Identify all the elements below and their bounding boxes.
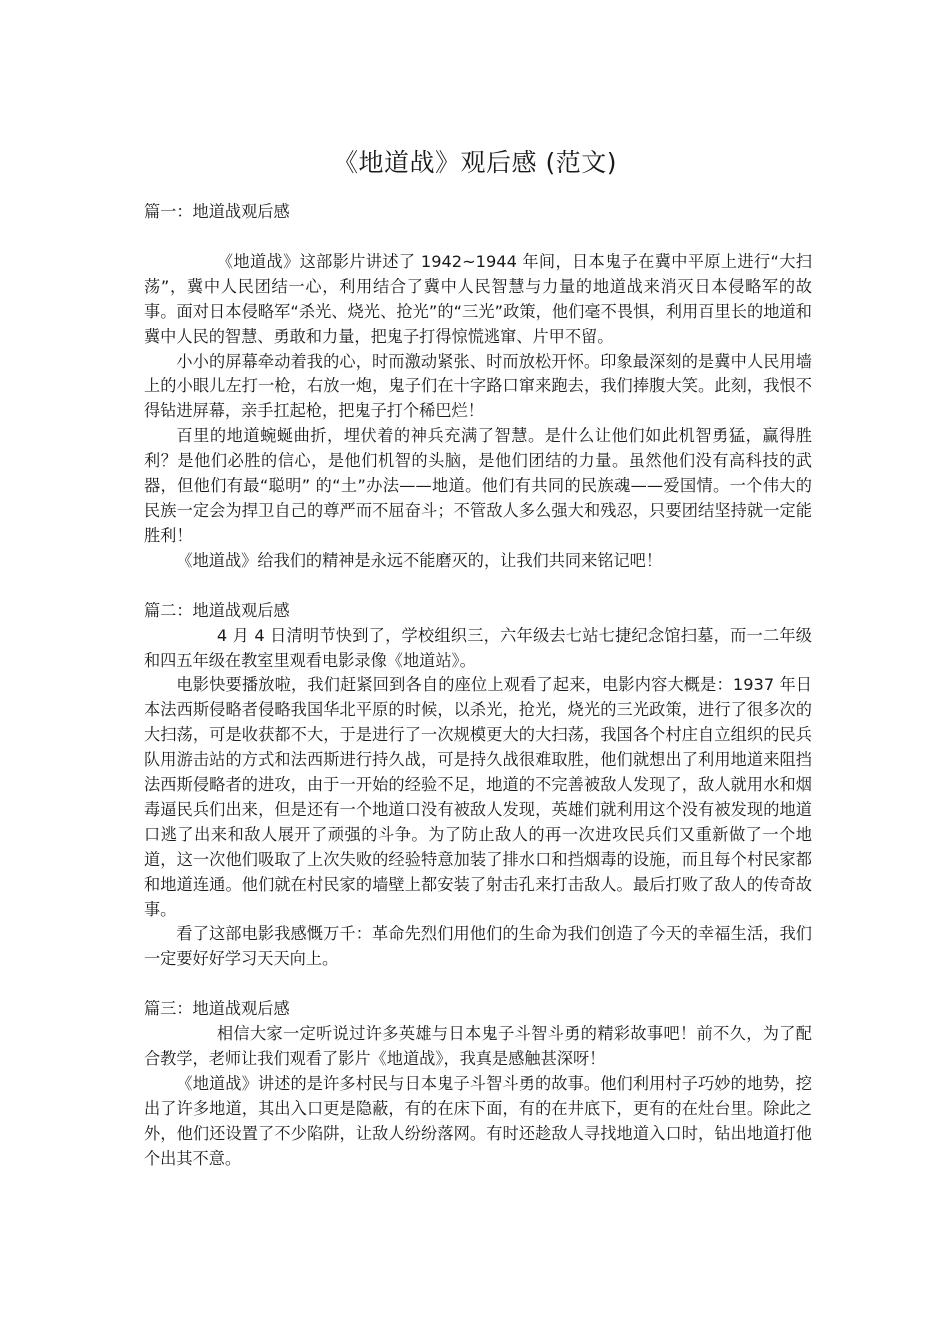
section-heading-2: 篇二：地道战观后感 (144, 600, 290, 620)
paragraph: 百里的地道蜿蜒曲折，埋伏着的神兵充满了智慧。是什么让他们如此机智勇猛，赢得胜利？是他们必胜的信心，是他们机智的头脑，是他们团结的力量。虽然他们没有高科技的武器，但他们有最“聪明” 的“土”办法——地道。他们有共同的民族魂——爱国情。一个伟大的民族一定会为捍卫自己的尊严而不屈奋斗；不管敌人多么强大和残忍，只要团结坚持就一定能胜利！ (144, 426, 812, 545)
paragraph: 《地道战》给我们的精神是永远不能磨灭的，让我们共同来铭记吧！ (176, 550, 663, 570)
paragraph: 《地道战》讲述的是许多村民与日本鬼子斗智斗勇的故事。他们利用村子巧妙的地势，挖出了许多地道，其出入口更是隐蔽，有的在床下面，有的在井底下，更有的在灶台里。除此之外，他们还设置了不少陷阱，让敌人纷纷落网。有时还趁敌人寻找地道入口时，钻出地道打他个出其不意。 (144, 1074, 812, 1168)
paragraph: 电影快要播放啦，我们赶紧回到各自的座位上观看了起来，电影内容大概是：1937 年日本法西斯侵略者侵略我国华北平原的时候，以杀光，抢光，烧光的三光政策，进行了很多次的大扫荡，可是收获都不大，于是进行了一次规模更大的大扫荡，我国各个村庄自立组织的民兵队用游击站的方式和法西斯进行持久战，可是持久战很难取胜，他们就想出了利用地道来阻挡法西斯侵略者的进攻，由于一开始的经验不足，地道的不完善被敌人发现了，敌人就用水和烟毒逼民兵们出来，但是还有一个地道口没有被敌人发现，英雄们就利用这个没有被发现的地道口逃了出来和敌人展开了顽强的斗争。为了防止敌人的再一次进攻民兵们又重新做了一个地道，这一次他们吸取了上次失败的经验特意加装了排水口和挡烟毒的设施，而且每个村民家都和地道连通。他们就在村民家的墙壁上都安装了射击孔来打击敌人。最后打败了敌人的传奇故事。 (144, 675, 812, 919)
spacer (144, 972, 812, 997)
paragraph: 看了这部电影我感慨万千：革命先烈们用他们的生命为我们创造了今天的幸福生活，我们一定要好好学习天天向上。 (144, 924, 812, 969)
paragraph: 4 月 4 日清明节快到了，学校组织三，六年级去七站七捷纪念馆扫墓，而一二年级和四五年级在教室里观看电影录像《地道站》。 (144, 625, 812, 670)
document-body (144, 200, 812, 1172)
paragraph: 相信大家一定听说过许多英雄与日本鬼子斗智斗勇的精彩故事吧！前不久，为了配合教学，老师让我们观看了影片《地道战》，我真是感触甚深呀！ (144, 1024, 812, 1069)
document-title: 《地道战》观后感 (范文) (333, 148, 617, 177)
spacer (144, 574, 812, 599)
spacer (144, 225, 812, 250)
section-heading-3: 篇三：地道战观后感 (144, 999, 290, 1019)
paragraph: 小小的屏幕牵动着我的心，时而激动紧张、时而放松开怀。印象最深刻的是冀中人民用墙上的小眼儿左打一枪，右放一炮，鬼子们在十字路口窜来跑去，我们捧腹大笑。此刻，我恨不得钻进屏幕，亲手扛起枪，把鬼子打个稀巴烂！ (144, 351, 812, 421)
paragraph: 《地道战》这部影片讲述了 1942~1944 年间，日本鬼子在冀中平原上进行“大扫荡”，冀中人民团结一心，利用结合了冀中人民智慧与力量的地道战来消灭日本侵略军的故事。面对日本侵略军“杀光、烧光、抢光”的“三光”政策，他们毫不畏惧，利用百里长的地道和冀中人民的智慧、勇敢和力量，把鬼子打得惊慌逃窜、片甲不留。 (144, 251, 812, 346)
section-heading-1: 篇一：地道战观后感 (144, 202, 290, 221)
